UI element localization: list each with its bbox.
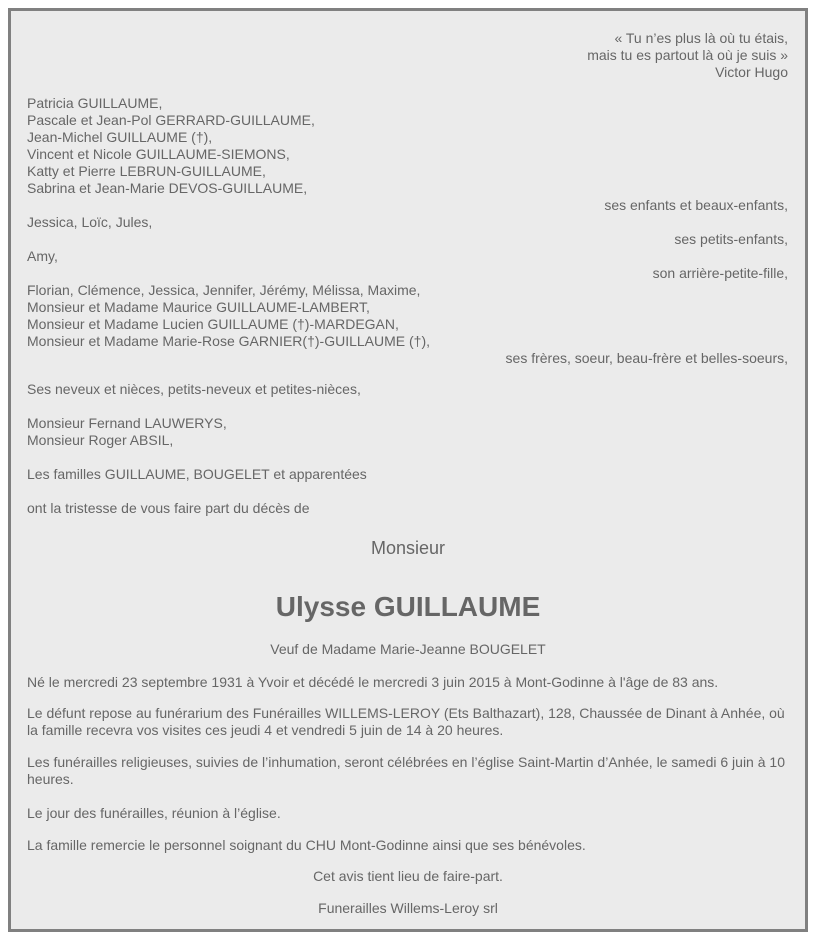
thanks-paragraph: La famille remercie le personnel soignant du CHU Mont-Godinne ainsi que ses bénévoles. <box>27 837 586 853</box>
rest-paragraph: Le défunt repose au funérarium des Funérailles WILLEMS-LEROY (Ets Balthazart), 128, Chaussée de Dinant à Anhée, où la famille recevra vos visites ces jeudi 4 et vendredi 5 juin de 14 à 20 heures. <box>27 705 785 738</box>
nephews-line: Ses neveux et nièces, petits-neveux et petites-nièces, <box>27 381 361 397</box>
obituary-card <box>8 8 808 932</box>
gathering-paragraph: Le jour des funérailles, réunion à l’église. <box>27 805 281 821</box>
widower-line: Veuf de Madame Marie-Jeanne BOUGELET <box>270 641 546 657</box>
family-child: Vincent et Nicole GUILLAUME-SIEMONS, <box>27 146 290 162</box>
quote-author: Victor Hugo <box>715 64 788 80</box>
announcement: ont la tristesse de vous faire part du décès de <box>27 500 310 516</box>
family-child: Pascale et Jean-Pol GERRARD-GUILLAUME, <box>27 112 315 128</box>
grandchildren: Jessica, Loïc, Jules, <box>27 214 153 230</box>
sibling-line: Florian, Clémence, Jessica, Jennifer, Jérémy, Mélissa, Maxime, <box>27 282 421 298</box>
deceased-title: Monsieur <box>370 538 446 558</box>
siblings-caption: ses frères, soeur, beau-frère et belles-soeurs, <box>505 350 788 366</box>
quote-line-2: mais tu es partout là où je suis » <box>587 47 788 63</box>
sibling-line: Monsieur et Madame Maurice GUILLAUME-LAMBERT, <box>27 299 370 315</box>
funeral-paragraph: Les funérailles religieuses, suivies de l’inhumation, seront célébrées en l’église Saint-Martin d’Anhée, le samedi 6 juin à 10 heures. <box>27 754 785 787</box>
quote-line-1: « Tu n’es plus là où tu étais, <box>614 30 788 46</box>
family-child: Katty et Pierre LEBRUN-GUILLAUME, <box>27 163 266 179</box>
birth-death-paragraph: Né le mercredi 23 septembre 1931 à Yvoir et décédé le mercredi 3 juin 2015 à Mont-Godinne à l'âge de 83 ans. <box>27 674 719 690</box>
great-grandchild: Amy, <box>27 248 58 264</box>
sibling-line: Monsieur et Madame Lucien GUILLAUME (†)-MARDEGAN, <box>27 316 399 332</box>
other-relative: Monsieur Fernand LAUWERYS, <box>27 415 227 431</box>
families-line: Les familles GUILLAUME, BOUGELET et apparentées <box>27 466 367 482</box>
children-caption: ses enfants et beaux-enfants, <box>604 197 788 213</box>
notice-line: Cet avis tient lieu de faire-part. <box>313 868 503 884</box>
deceased-name: Ulysse GUILLAUME <box>275 591 541 622</box>
family-child: Sabrina et Jean-Marie DEVOS-GUILLAUME, <box>27 180 308 196</box>
sibling-line: Monsieur et Madame Marie-Rose GARNIER(†)-GUILLAUME (†), <box>27 333 430 349</box>
signature-line: Funerailles Willems-Leroy srl <box>318 900 498 916</box>
grandchildren-caption: ses petits-enfants, <box>674 231 788 247</box>
other-relative: Monsieur Roger ABSIL, <box>27 432 174 448</box>
family-child: Patricia GUILLAUME, <box>27 95 163 111</box>
family-child: Jean-Michel GUILLAUME (†), <box>27 129 213 145</box>
great-grandchild-caption: son arrière-petite-fille, <box>652 265 788 281</box>
